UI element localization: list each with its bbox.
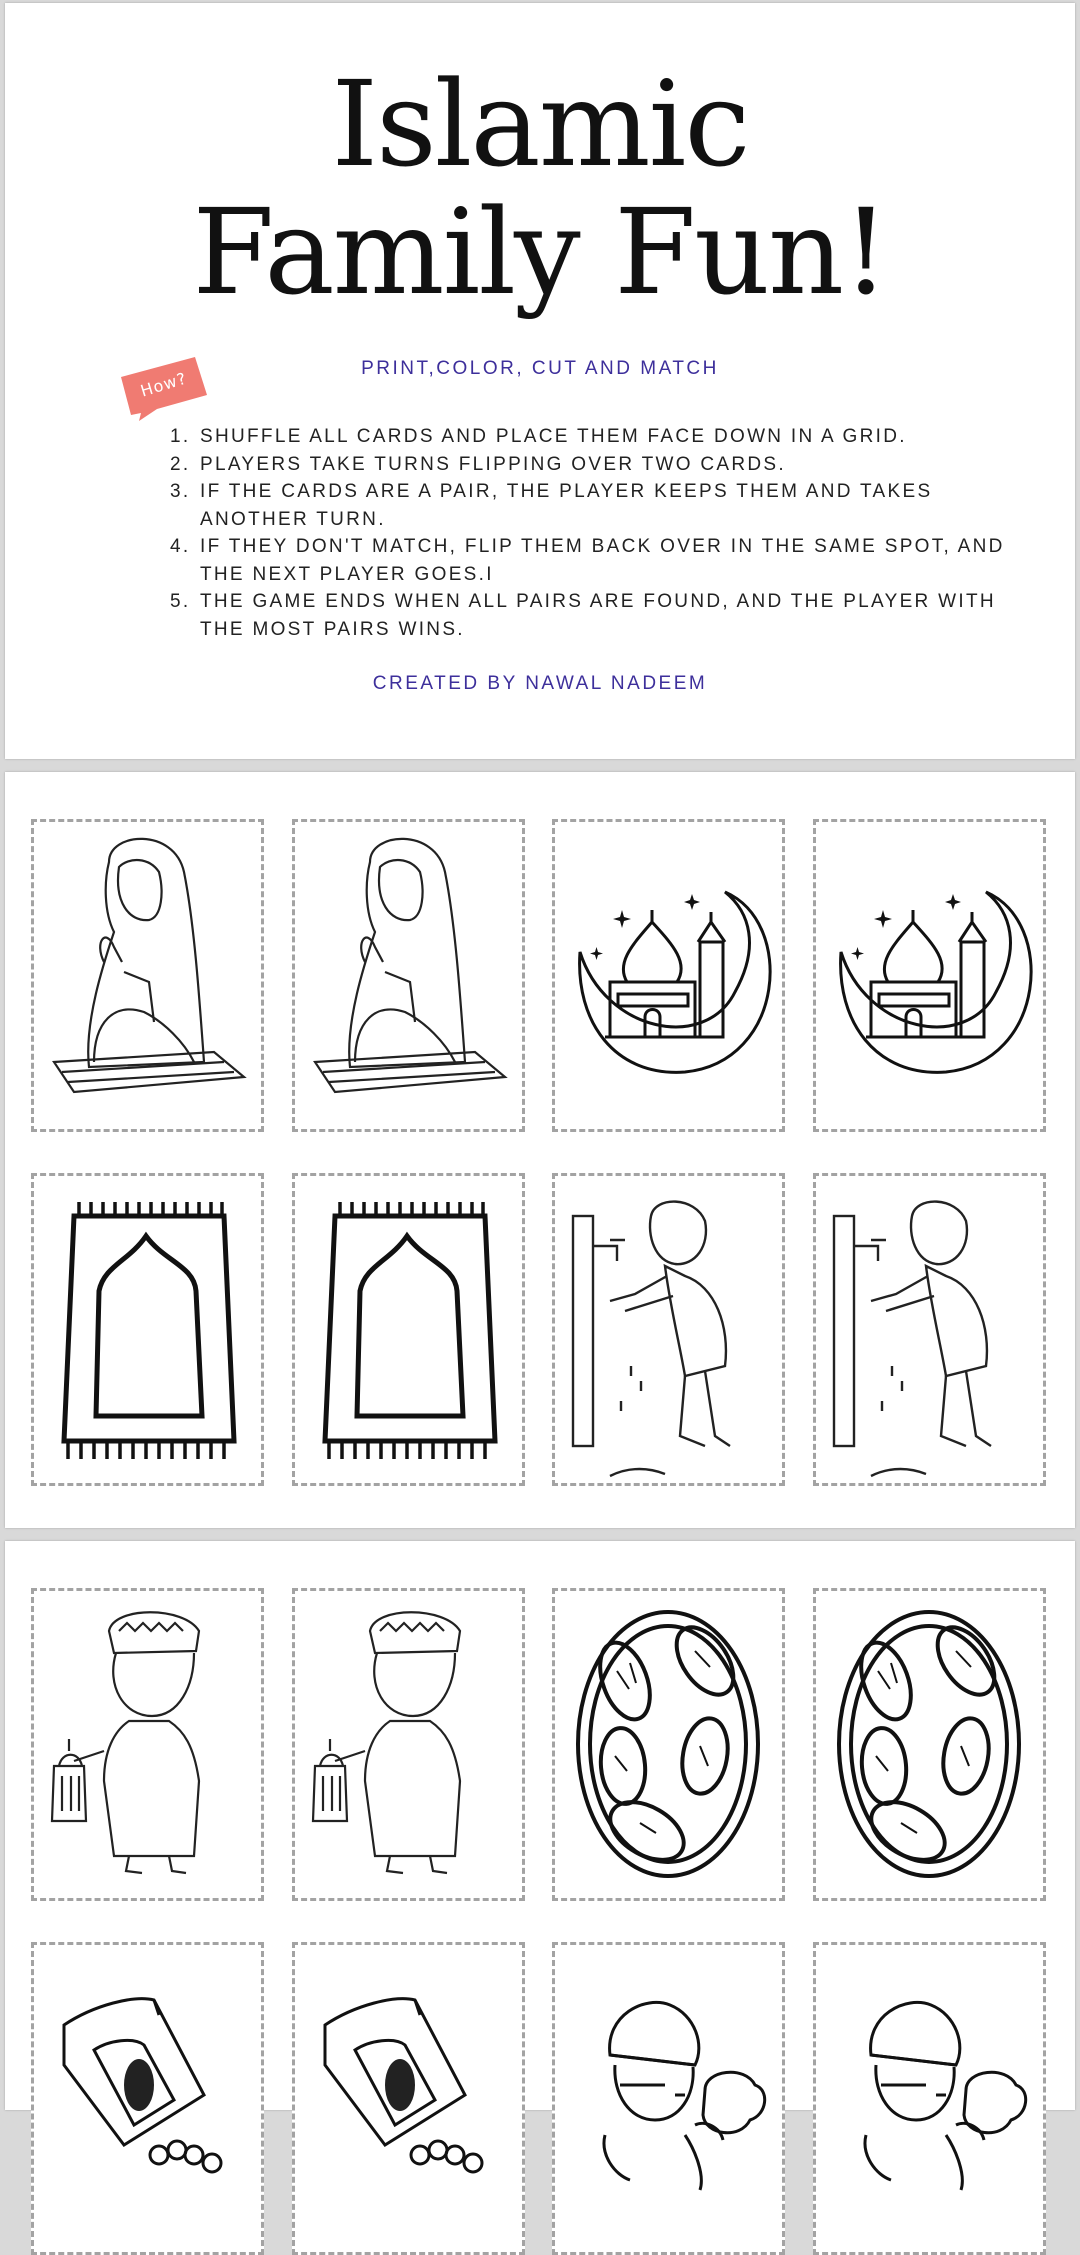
quran-book-icon <box>34 1945 261 2252</box>
boy-wudu-icon <box>816 1176 1043 1483</box>
card-mosque-crescent[interactable] <box>813 819 1046 1132</box>
card-boy-with-sheep[interactable] <box>813 1942 1046 2255</box>
boy-with-sheep-icon <box>555 1945 782 2252</box>
card-girl-praying[interactable] <box>292 819 525 1132</box>
rule-item: 2. PLAYERS TAKE TURNS FLIPPING OVER TWO CARDS. <box>198 451 1038 479</box>
dates-plate-icon <box>555 1591 782 1898</box>
boy-wudu-icon <box>555 1176 782 1483</box>
credit-line: CREATED BY NAWAL NADEEM <box>372 673 708 694</box>
card-quran-book[interactable] <box>292 1942 525 2255</box>
cards-page-1 <box>5 772 1075 1528</box>
dates-plate-icon <box>816 1591 1043 1898</box>
boy-lantern-icon <box>295 1591 522 1898</box>
card-girl-praying[interactable] <box>31 819 264 1132</box>
card-dates-plate[interactable] <box>813 1588 1046 1901</box>
rules-list <box>170 423 1038 643</box>
card-boy-with-sheep[interactable] <box>552 1942 785 2255</box>
how-badge-label: How? <box>138 368 190 401</box>
quran-book-icon <box>295 1945 522 2252</box>
card-dates-plate[interactable] <box>552 1588 785 1901</box>
card-boy-lantern[interactable] <box>31 1588 264 1901</box>
card-boy-lantern[interactable] <box>292 1588 525 1901</box>
subtitle: PRINT,COLOR, CUT AND MATCH <box>361 358 719 379</box>
boy-lantern-icon <box>34 1591 261 1898</box>
card-boy-wudu[interactable] <box>552 1173 785 1486</box>
card-boy-wudu[interactable] <box>813 1173 1046 1486</box>
rule-item: 3. IF THE CARDS ARE A PAIR, THE PLAYER KEEPS THEM AND TAKES ANOTHER TURN. <box>198 478 1038 533</box>
card-prayer-mat[interactable] <box>292 1173 525 1486</box>
cards-page-2 <box>5 1541 1075 2110</box>
card-mosque-crescent[interactable] <box>552 819 785 1132</box>
rule-item: 4. IF THEY DON'T MATCH, FLIP THEM BACK OVER IN THE SAME SPOT, AND THE NEXT PLAYER GOES.I <box>198 533 1038 588</box>
prayer-mat-icon <box>295 1176 522 1483</box>
boy-with-sheep-icon <box>816 1945 1043 2252</box>
card-quran-book[interactable] <box>31 1942 264 2255</box>
title-line-2: Family Fun! <box>192 183 888 321</box>
girl-praying-icon <box>295 822 522 1129</box>
mosque-crescent-icon <box>555 822 782 1129</box>
cover-page <box>5 3 1075 759</box>
title-line-1: Islamic <box>331 55 749 193</box>
rule-item: 5. THE GAME ENDS WHEN ALL PAIRS ARE FOUND, AND THE PLAYER WITH THE MOST PAIRS WINS. <box>198 588 1038 643</box>
prayer-mat-icon <box>34 1176 261 1483</box>
card-prayer-mat[interactable] <box>31 1173 264 1486</box>
mosque-crescent-icon <box>816 822 1043 1129</box>
girl-praying-icon <box>34 822 261 1129</box>
rule-item: 1. SHUFFLE ALL CARDS AND PLACE THEM FACE DOWN IN A GRID. <box>198 423 1038 451</box>
